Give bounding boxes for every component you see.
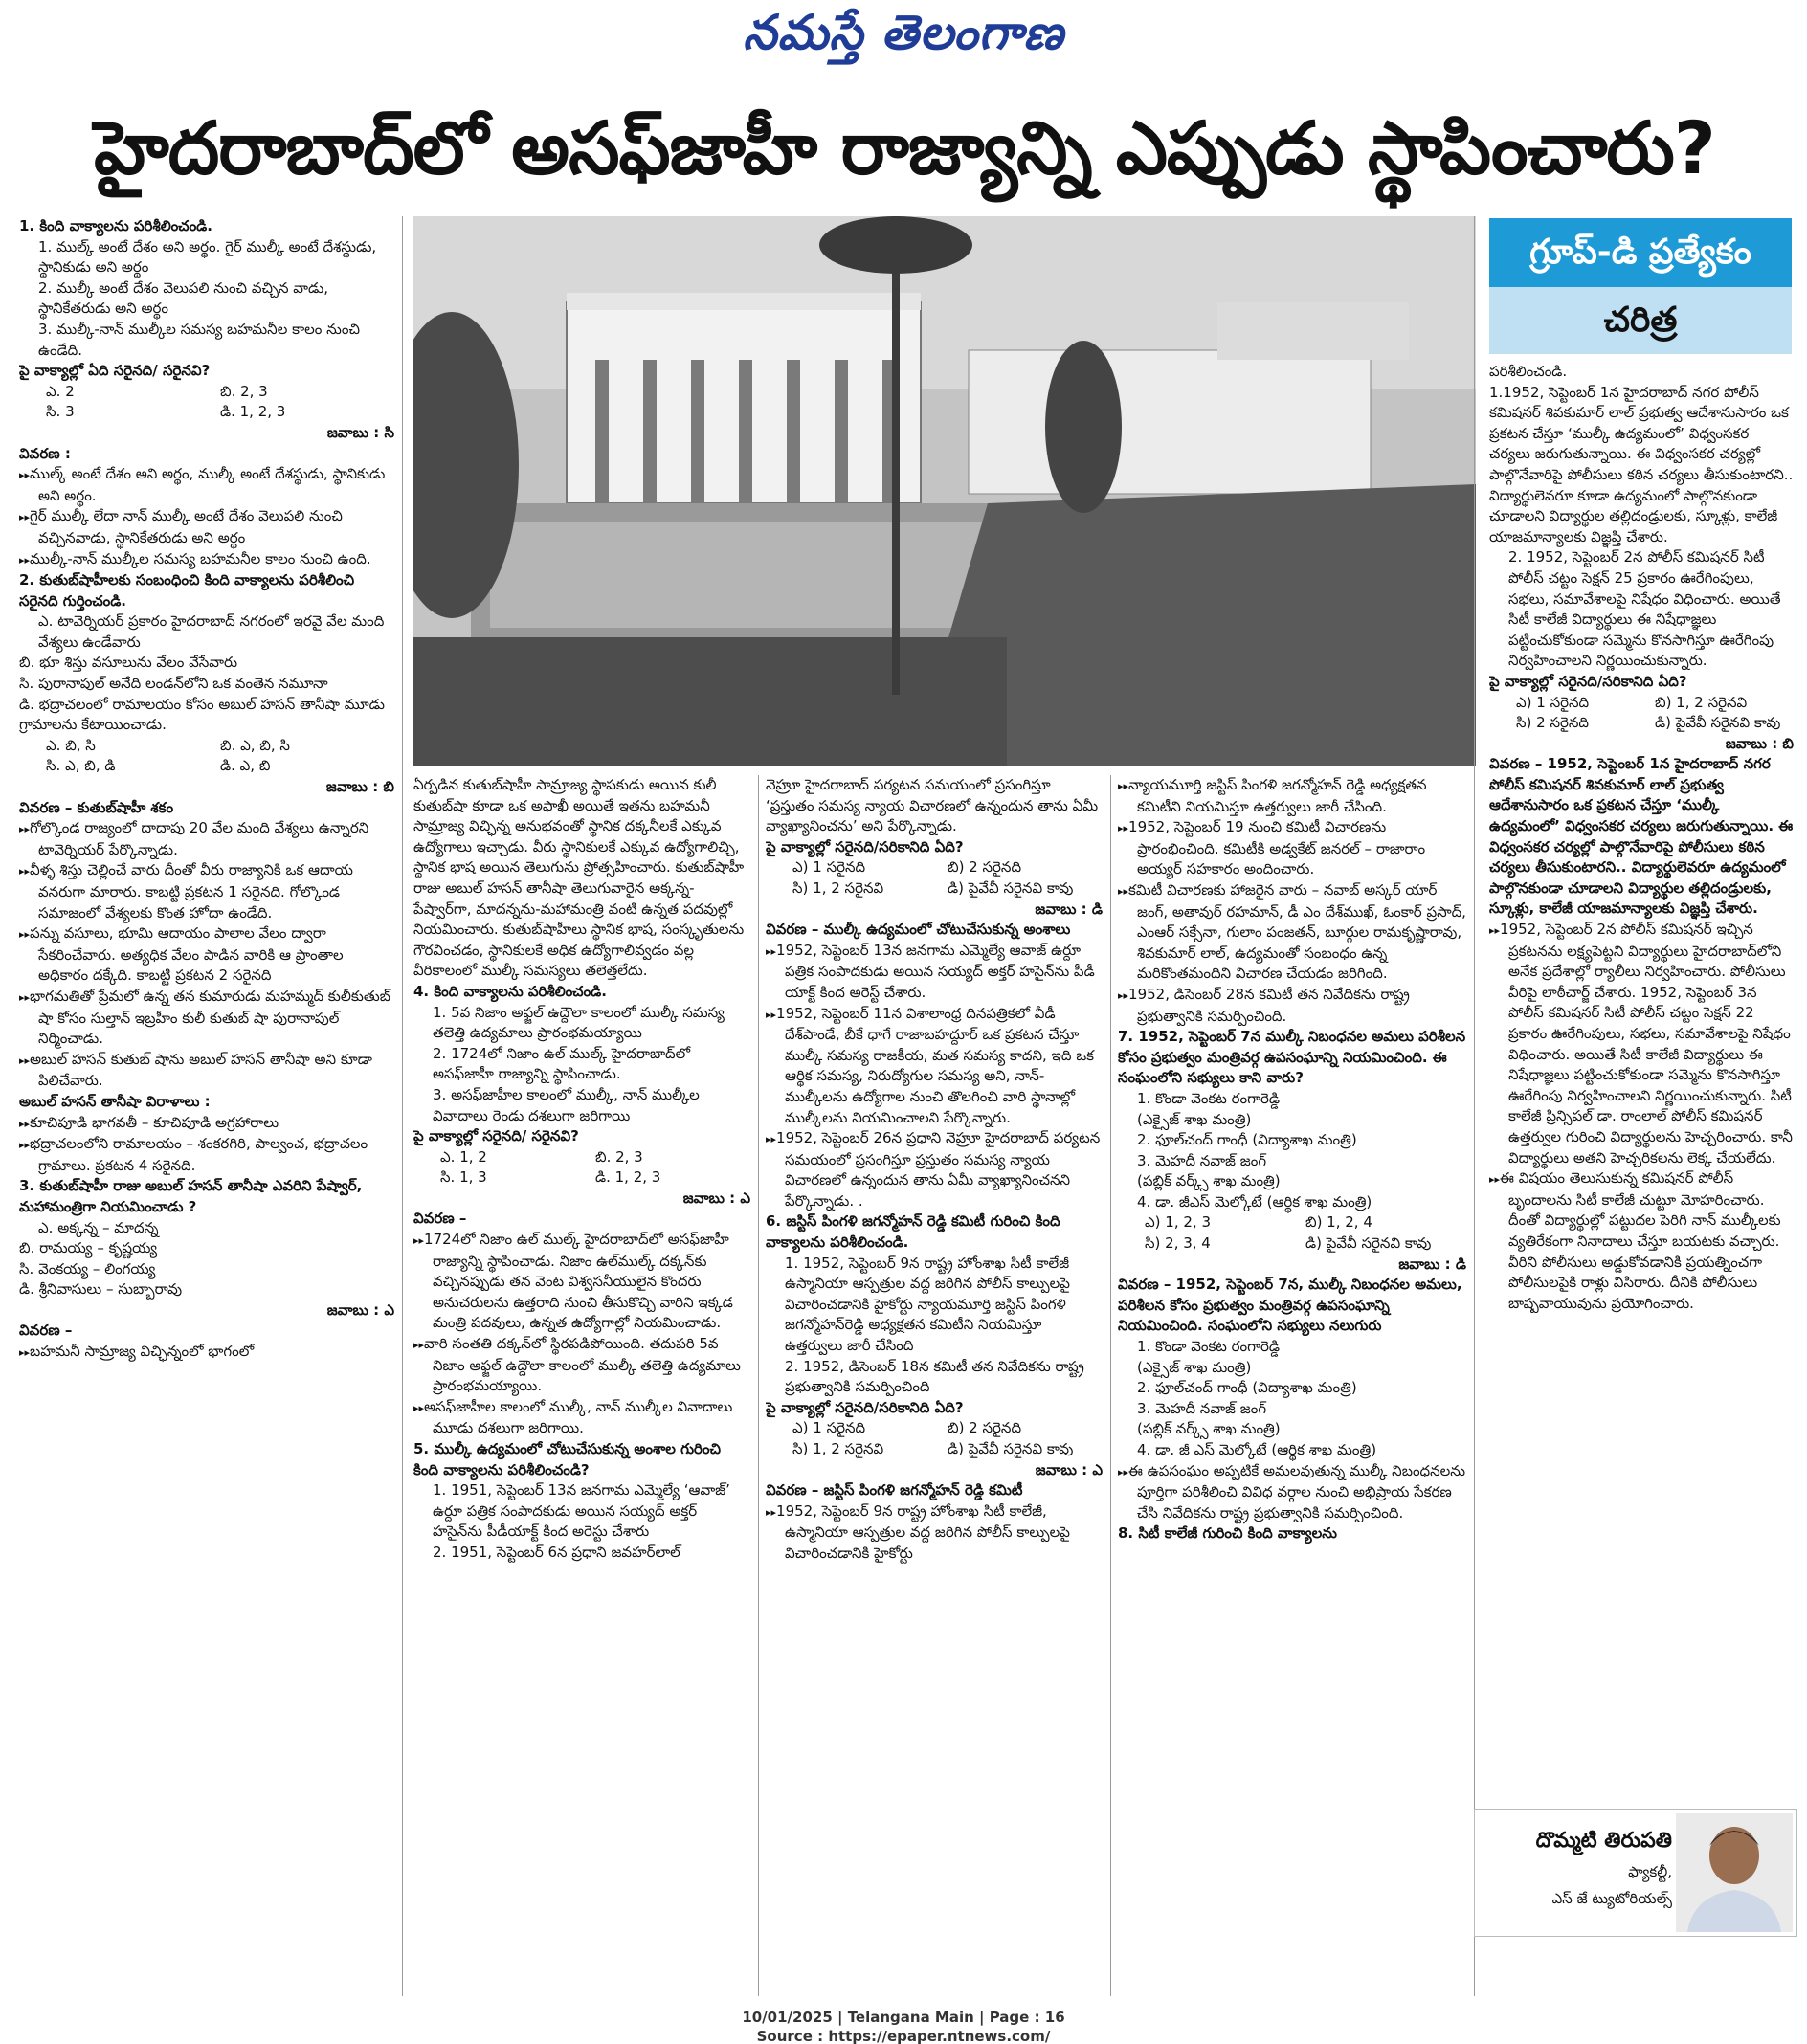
col5-paragraph: ▸▸ 1952, సెప్టెంబర్‌ 2న పోలీస్‌ కమిషనర్‌ ఇచ్చిన ప్రకటనను లక్ష్యపెట్టని విద్యార్థులు హైదరాబాద్‌లోని అనేక ప్రదేశాల్లో ర్యాలీలు నిర్వహించారు. పోలీసులు వీరిపై లాఠీచార్జ్‌ చేశారు. 1952, సెప్టెంబర్‌ 3న పోలీస్‌ కమిషనర్‌ సిటీ పోలీస్‌ చట్టం సెక్షన్‌ 22 ప్రకారం ఊరేగింపులు, సభలు, సమావేశాలపై నిషేధం విధించారు. అయితే సిటీ కాలేజీ విద్యార్థులు ఈ నిషేధాజ్ఞలు పట్టించుకోకుండా సమ్మెను కొనసాగిస్తూ ఊరేగింపు నిర్వహించాలని నిర్ణయించుకున్నారు. సిటీ కాలేజీ ప్రిన్సిపల్‌ డా. రాంలాల్‌ పోలీస్‌ కమిషనర్‌ ఉత్తర్వుల గురించి విద్యార్థులను హెచ్చరించారు. కానీ విద్యార్థులు అతని హెచ్చరికలను లెక్క చేయలేదు. [1489,920,1794,1168]
col1-paragraph: బి. రామయ్య – కృష్ణయ్య [19,1239,158,1257]
col3-paragraph [766,878,1103,900]
col1-paragraph: వివరణ – [19,1322,73,1340]
col1-paragraph: వివరణ : [19,444,71,462]
col4-paragraph: 4. డా. జీఎస్‌ మెల్కోటే (ఆర్థిక శాఖ మంత్రి) [1137,1192,1372,1211]
col3-paragraph [766,1418,1103,1439]
answer-option: బి) 1, 2 సరైనవి [1655,693,1748,711]
col4-paragraph: (పబ్లిక్‌ వర్క్స్‌ శాఖ మంత్రి) [1137,1420,1281,1438]
col4-paragraph: ▸▸ 1952, డిసెంబర్‌ 28న కమిటీ తన నివేదికను రాష్ట్ర ప్రభుత్వానికి సమర్పించింది. [1118,985,1466,1027]
special-banner: గ్రూప్‌-డి ప్రత్యేకం [1489,218,1792,287]
article-column-5 [1489,362,1794,1797]
author-name: దొమ్మటి తిరుపతి [1535,1829,1672,1853]
col3-paragraph: పై వాక్యాల్లో సరైనది/సరికానిది ఏది? [766,1398,964,1416]
col1-paragraph: డి. భద్రాచలంలో రామాలయం కోసం అబుల్‌ హసన్‌ తానీషా మూడు గ్రామాలను కేటాయించాడు. [19,695,385,734]
author-designation: ఫ్యాకల్టీ, [1628,1863,1672,1880]
col1-paragraph: సి. వెంకయ్య – లింగయ్య [19,1259,156,1278]
col2-paragraph: జవాబు : ఎ [682,1189,750,1207]
col4-paragraph: (ఎక్సైజ్‌ శాఖ మంత్రి) [1137,1358,1252,1376]
answer-option: ఎ) 1 సరైనది [1516,693,1590,711]
col1-paragraph [19,382,394,403]
col4-paragraph: 3. మెహదీ నవాజ్‌ జంగ్‌ [1137,1151,1267,1169]
page-footer [0,2008,1807,2044]
col4-paragraph: ▸▸ కమిటీ విచారణకు హాజరైన వారు – నవాబ్‌ అస్కర్‌ యార్‌ జంగ్‌, అతావుర్‌ రహమాన్‌, డీ ఎం దేశ్‌ముఖ్‌, ఓంకార్‌ ప్రసాద్‌, ఎంఆర్‌ సక్సేనా, గులాం పంజతన్‌, బూర్గుల రామకృష్ణారావు, శివకుమార్‌ లాల్‌, ఉద్యమంతో సంబంధం ఉన్న మరికొంతమందిని విచారణ చేయడం జరిగింది. [1118,880,1466,985]
col1-paragraph: 1. ముల్క్‌ అంటే దేశం అని అర్థం. గైర్‌ ముల్కీ అంటే దేశస్థుడు, స్థానికుడు అని అర్థం [38,237,377,277]
author-organization: ఎస్‌ జే ట్యుటోరియల్స్‌ [1551,1890,1672,1907]
col1-paragraph: జవాబు : బి [325,778,394,796]
col1-paragraph: డి. శ్రీనివాసులు – సుబ్బారావు [19,1280,183,1299]
col1-paragraph: వివరణ – కుతుబ్‌షాహీ శకం [19,798,174,816]
col2-paragraph [413,1147,750,1168]
answer-option: బి) 1, 2, 4 [1305,1213,1372,1232]
answer-option: సి) 2, 3, 4 [1145,1234,1211,1253]
col2-paragraph: వివరణ – [413,1210,467,1228]
col1-paragraph: ▸▸ భద్రాచలంలోని రామాలయం – శంకరగిరి, పాల్వంచ, భద్రాచలం గ్రామాలు. ప్రకటన 4 సరైనది. [19,1134,394,1176]
col1-paragraph: ▸▸ అబుల్‌ హసన్‌ కుతుబ్‌ షాను అబుల్‌ హసన్‌ తానీషా అని కూడా పిలిచేవారు. [19,1050,394,1092]
col2-paragraph: ▸▸ వారి సంతతి దక్కన్‌లో స్థిరపడిపోయింది. తదుపరి 5వ నిజాం అఫ్జల్‌ ఉద్దౌలా కాలంలో ముల్కీ తలెత్తి ఉద్యమాలు ప్రారంభమయ్యాయి. [413,1334,750,1397]
col3-paragraph: ▸▸ 1952, సెప్టెంబర్‌ 9న రాష్ట్ర హోంశాఖ సిటీ కాలేజీ, ఉస్మానియా ఆస్పత్రుల వద్ద జరిగిన పోలీస్‌ కాల్పులపై విచారించడానికి హైకోర్టు [766,1501,1103,1565]
col5-paragraph: ▸▸ ఈ విషయం తెలుసుకున్న కమిషనర్‌ పోలీస్‌ బృందాలను సిటీ కాలేజీ చుట్టూ మోహరించారు. దీంతో విద్యార్థుల్లో పట్టుదల పెరిగి నాన్‌ ముల్కీలకు వ్యతిరేకంగా నినాదాలు చేస్తూ బయటకు వచ్చారు. వీరిని పోలీసులు అడ్డుకోవడానికి ప్రయత్నించగా పోలీసులపైకి రాళ్లు విసిరారు. దీనికి పోలీసులు బాష్పవాయువును ప్రయోగించారు. [1489,1168,1794,1314]
col2-paragraph: 2. 1724లో నిజాం ఉల్‌ ముల్క్‌ హైదరాబాద్‌లో అసఫ్‌జాహీ రాజ్యాన్ని స్థాపించాడు. [433,1044,691,1083]
answer-option: డి) పైవేవీ సరైనవి కావు [948,1440,1074,1457]
col1-paragraph: 3. ముల్కీ-నాన్‌ ముల్కీల సమస్య బహమనీల కాలం నుంచి ఉండేది. [38,320,360,359]
footer-source-link[interactable]: Source : https://epaper.ntnews.com/ [756,2028,1051,2044]
col1-paragraph: ఎ. అక్కన్న – మాదన్న [38,1218,159,1236]
col3-paragraph [766,857,1103,878]
palace-photo [413,216,1476,766]
col1-paragraph: 2. ముల్కీ అంటే దేశం వెలుపలి నుంచి వచ్చిన వాడు, స్థానికేతరుడు అని అర్థం [38,278,329,318]
author-box [1474,1809,1797,1937]
col3-paragraph: జవాబు : ఎ [1035,1460,1103,1478]
col3-paragraph: 1. 1952, సెప్టెంబర్‌ 9న రాష్ట్ర హోంశాఖ సిటీ కాలేజీ ఉస్మానియా ఆస్పత్రుల వద్ద జరిగిన పోలీస్‌ కాల్పులపై విచారించడానికి హైకోర్టు న్యాయమూర్తి జస్టిస్‌ పింగళి జగన్మోహన్‌రెడ్డి అధ్యక్షతన కమిటీని నియమిస్తూ ఉత్తర్వులు జారీ చేసింది [785,1254,1070,1355]
col2-paragraph: ▸▸ అసఫ్‌జాహీల కాలంలో ముల్కీ, నాన్‌ ముల్కీల వివాదాలు మూడు దశలుగా జరిగాయి. [413,1397,750,1439]
col2-paragraph [413,1167,750,1189]
col3-paragraph [766,1439,1103,1460]
col4-paragraph: ▸▸ న్యాయమూర్తి జస్టిస్‌ పింగళి జగన్మోహన్‌ రెడ్డి అధ్యక్షతన కమిటీని నియమిస్తూ ఉత్తర్వులు జారీ చేసింది. [1118,775,1466,817]
col1-paragraph: ▸▸ ముల్కీ-నాన్‌ ముల్కీల సమస్య బహమనీల కాలం నుంచి ఉంది. [19,549,394,571]
col3-paragraph: పై వాక్యాల్లో సరైనది/సరికానిది ఏది? [766,837,964,855]
col1-paragraph: జవాబు : ఎ [326,1300,394,1319]
col1-paragraph: సి. పురానాపుల్‌ అనేది లండన్‌లోని ఒక వంతెన నమూనా [19,675,328,693]
answer-option: సి) 2 సరైనది [1516,714,1590,732]
col3-paragraph: వివరణ – ముల్కీ ఉద్యమంలో చోటుచేసుకున్న అంశాలు [766,921,1071,939]
col2-paragraph: 1. 1951, సెప్టెంబర్‌ 13న జనగామ ఎమ్మెల్యే ‘ఆవాజ్‌’ ఉర్దూ పత్రిక సంపాదకుడు అయిన సయ్యద్‌ అక్తర్‌ హసైన్‌ను పీడీయాక్ట్‌ కింద అరెస్టు చేశారు [433,1481,730,1541]
answer-option: డి) పైవేవీ సరైనవి కావు [1305,1234,1432,1253]
page-headline: హైదరాబాద్‌లో అసఫ్‌జాహీ రాజ్యాన్ని ఎప్పుడు స్థాపించారు? [94,105,1715,190]
col1-paragraph: ▸▸ పన్ను వసూలు, భూమి ఆదాయం పాలాల వేలం ద్వారా సేకరించేవారు. అత్యధిక వేలం పాడిన వారికి ఆ ప్రాంతాల అధికారం దక్కేది. కాబట్టి ప్రకటన 2 సరైనది [19,923,394,987]
column-divider [1474,216,1475,1996]
article-column-3 [766,775,1103,1996]
answer-option: బి. 2, 3 [595,1147,643,1166]
col3-paragraph: 2. 1952, డిసెంబర్‌ 18న కమిటీ తన నివేదికను రాష్ట్ర ప్రభుత్వానికి సమర్పించింది [785,1357,1084,1396]
col2-paragraph: 1. 5వ నిజాం అఫ్జల్‌ ఉద్దౌలా కాలంలో ముల్కీ సమస్య తలెత్తి ఉద్యమాలు ప్రారంభమయ్యాయి [433,1003,725,1042]
col3-paragraph: ▸▸ 1952, సెప్టెంబర్‌ 13న జనగామ ఎమ్మెల్యే ఆవాజ్‌ ఉర్దూ పత్రిక సంపాదకుడు అయిన సయ్యద్‌ అక్తర్‌ హసైన్‌ను పీడీ యాక్ట్‌ కింద అరెస్ట్‌ చేశారు. [766,941,1103,1004]
answer-option: ఎ) 1, 2, 3 [1145,1213,1211,1232]
col2-paragraph: 3. అసఫ్‌జాహీల కాలంలో ముల్కీ, నాన్‌ ముల్కీల వివాదాలు రెండు దశలుగా జరిగాయి [433,1085,700,1124]
col1-paragraph: ▸▸ బహమనీ సామ్రాజ్య విచ్ఛిన్నంలో భాగంలో [19,1342,394,1364]
answer-option: సి) 1, 2 సరైనవి [792,1440,884,1457]
answer-option: సి. ఎ, బి, డి [46,757,116,775]
col4-paragraph: (పబ్లిక్‌ వర్క్స్‌ శాఖ మంత్రి) [1137,1172,1281,1190]
col1-paragraph: ▸▸ కూచిపూడి భాగవతీ – కూచిపూడి అగ్రహారాలు [19,1113,394,1135]
col4-paragraph [1118,1212,1466,1233]
answer-option: బి. ఎ, బి, సి [220,736,290,754]
author-portrait [1676,1813,1793,1932]
article-column-4 [1118,775,1466,1996]
answer-option: డి) పైవేవీ సరైనవి కావు [948,878,1074,897]
col1-paragraph: ▸▸ వీళ్ళ శిస్తు చెల్లించే వారు దీంతో వీరు రాజ్యానికి ఒక ఆదాయ వనరుగా మారారు. కాబట్టి ప్రకటన 1 సరైనది. గోల్కొండ సమాజంలో వేశ్యలకు కొంత హోదా ఉండేది. [19,860,394,923]
answer-option: ఎ. బి, సి [46,736,96,754]
col5-paragraph: 2. 1952, సెప్టెంబర్‌ 2న పోలీస్‌ కమిషనర్‌ సిటీ పోలీస్‌ చట్టం సెక్షన్‌ 25 ప్రకారం ఊరేగింపులు, సభలు, సమావేశాలపై నిషేధం విధించారు. అయితే సిటీ కాలేజీ విద్యార్థులు ఈ నిషేధాజ్ఞలు పట్టించుకోకుండా సమ్మెను కొనసాగిస్తూ ఊరేగింపు నిర్వహించాలని నిర్ణయించుకున్నారు. [1508,548,1781,670]
col3-paragraph: వివరణ – జస్టిస్‌ పింగళి జగన్మోహన్‌ రెడ్డి కమిటీ [766,1481,1023,1500]
col2-paragraph: 2. 1951, సెప్టెంబర్‌ 6న ప్రధాని జవహర్‌లాల్‌ [433,1543,680,1561]
col4-paragraph: 3. మెహదీ నవాజ్‌ జంగ్‌ [1137,1399,1267,1417]
col1-paragraph [19,736,394,757]
col1-paragraph: 1. కింది వాక్యాలను పరిశీలించండి. [19,217,212,234]
footer-date-line: 10/01/2025 | Telangana Main | Page : 16 [742,2009,1065,2026]
col2-paragraph: పై వాక్యాల్లో సరైనది/ సరైనవి? [413,1127,579,1145]
column-divider [402,216,403,1996]
col4-paragraph: ▸▸ ఈ ఉపసంఘం అప్పటికే అమలవుతున్న ముల్కీ నిబంధనలను పూర్తిగా పరిశీలించి వివిధ వర్గాల నుంచి అభిప్రాయ సేకరణ చేసి నివేదికను రాష్ట్ర ప్రభుత్వానికి సమర్పించింది. [1118,1461,1466,1524]
col3-paragraph: జవాబు : డి [1035,900,1103,918]
col4-paragraph: 8. సిటీ కాలేజీ గురించి కింది వాక్యాలను [1118,1524,1337,1543]
col2-paragraph: ఏర్పడిన కుతుబ్‌షాహీ సామ్రాజ్య స్థాపకుడు అయిన కులీ కుతుబ్‌షా కూడా ఒక అఫాఖీ అయితే ఇతను బహమనీ సామ్రాజ్య విచ్ఛిన్న అనుభవంతో స్థానిక దక్కనీలకే ఎక్కువ ఉద్యోగాలు ఇచ్చాడు. వీరు స్థానికులకే ఎక్కువ ఉద్యోగాలిచ్చి, స్థానిక భాష అయిన తెలుగును ప్రోత్సహించారు. కుతుబ్‌షాహీ రాజు అబుల్‌ హసన్‌ తానీషా తెలుగువారైన అక్కన్న-పేష్వార్‌గా, మాదన్నను-మహామంత్రి వంటి ఉన్నత పదవుల్లో నియమించారు. కుతుబ్‌షాహీలు స్థానిక భాష, సంస్కృతులను గౌరవించడం, స్థానికులకే అధిక ఉద్యోగాలివ్వడం వల్ల వీరికాలంలో ముల్కీ సమస్యలు తలెత్తలేదు. [413,776,745,980]
col2-paragraph: 5. ముల్కీ ఉద్యమంలో చోటుచేసుకున్న అంశాల గురించి కింది వాక్యాలను పరిశీలించండి? [413,1440,722,1478]
col1-paragraph [19,756,394,777]
col4-paragraph: (ఎక్సైజ్‌ శాఖ మంత్రి) [1137,1110,1252,1128]
col3-paragraph: 6. జస్టిస్‌ పింగళి జగన్మోహన్‌ రెడ్డి కమిటీ గురించి కింది వాక్యాలను పరిశీలించండి. [766,1212,1060,1252]
answer-option: ఎ) 1 సరైనది [792,1419,866,1437]
col1-paragraph: ▸▸ గైర్‌ ముల్కీ లేదా నాన్‌ ముల్కీ అంటే దేశం వెలుపలి నుంచి వచ్చినవాడు, స్థానికేతరుడు అని అర్థం [19,506,394,548]
col5-paragraph: వివరణ – 1952, సెప్టెంబర్‌ 1న హైదరాబాద్‌ నగర పోలీస్‌ కమిషనర్‌ శివకుమార్‌ లాల్‌ ప్రభుత్వ ఆదేశానుసారం ఒక ప్రకటన చేస్తూ ‘ముల్కీ ఉద్యమంలో’ విధ్వంసకర చర్యలు జరుగుతున్నాయి. ఈ విధ్వంసకర చర్యల్లో పాల్గొనేవారిపై పోలీసులు కఠిన చర్యలు తీసుకుంటారని.. విద్యార్థులెవరూ ఉద్యమంలో పాల్గొనకుండా చూడాలని విద్యార్థుల తల్లిదండ్రులకు, స్కూళ్లు, కాలేజీ యాజమాన్యాలకు విజ్ఞప్తి చేశారు. [1489,755,1794,918]
col1-paragraph: పై వాక్యాల్లో ఏది సరైనది/ సరైనవి? [19,362,211,380]
masthead-text: నమస్తే తెలంగాణ [743,4,1064,60]
answer-option: బి) 2 సరైనది [948,1419,1022,1437]
col1-paragraph: ▸▸ గోల్కొండ రాజ్యంలో దాదాపు 20 వేల మంది వేశ్యలు ఉన్నారని టావెర్నియర్‌ పేర్కొన్నాడు. [19,818,394,860]
col5-paragraph: జవాబు : బి [1725,734,1794,752]
col1-paragraph: అబుల్‌ హసన్‌ తానీషా విరాళాలు : [19,1092,211,1110]
col4-paragraph: వివరణ – 1952, సెప్టెంబర్‌ 7న, ముల్కీ నిబంధనల అమలు, పరిశీలన కోసం ప్రభుత్వం మంత్రివర్గ ఉపసంఘాన్ని నియమించింది. సంఘంలోని సభ్యులు నలుగురు [1118,1276,1462,1335]
article-column-1 [19,216,394,1996]
answer-option: ఎ. 2 [46,382,75,400]
col2-paragraph: ▸▸ 1724లో నిజాం ఉల్‌ ముల్క్‌ హైదరాబాద్‌లో అసఫ్‌జాహీ రాజ్యాన్ని స్థాపించాడు. నిజాం ఉల్‌ముల్క్‌ దక్కన్‌కు వచ్చినప్పుడు తన వెంట విశ్వసనీయులైన కొందరు అనుచరులను ఉత్తరాది నుంచి తీసుకొచ్చి వారిని ఇక్కడ మంత్రి పదవులు, ఉన్నత ఉద్యోగాల్లో నియమించాడు. [413,1230,750,1334]
col4-paragraph: 7. 1952, సెప్టెంబర్‌ 7న ముల్కీ నిబంధనల అమలు పరిశీలన కోసం ప్రభుత్వం మంత్రివర్గ ఉపసంఘాన్ని నియమించింది. ఈ సంఘంలోని సభ్యులు కాని వారు? [1118,1028,1466,1087]
answer-option: డి. 1, 2, 3 [595,1168,661,1187]
col3-paragraph: నెహ్రూ హైదరాబాద్‌ పర్యటన సమయంలో ప్రసంగిస్తూ ‘ప్రస్తుతం సమస్య న్యాయ విచారణలో ఉన్నందున తాను ఏమీ వ్యాఖ్యానించను’ అని పేర్కొన్నాడు. [766,776,1099,835]
col1-paragraph: బి. భూ శిస్తు వసూలును వేలం వేసేవారు [19,654,238,672]
answer-option: డి. 1, 2, 3 [220,403,286,421]
answer-option: సి. 3 [46,403,75,421]
answer-option: బి. 2, 3 [220,382,268,400]
col3-paragraph: ▸▸ 1952, సెప్టెంబర్‌ 26న ప్రధాని నెహ్రూ హైదరాబాద్‌ పర్యటన సమయంలో ప్రసంగిస్తూ ప్రస్తుతం సమస్య న్యాయ విచారణలో ఉన్నందున తాను ఏమీ వ్యాఖ్యానించనని పేర్కొన్నాడు. . [766,1128,1103,1211]
article-column-2 [413,775,750,1996]
col4-paragraph [1118,1233,1466,1255]
col1-paragraph: ఎ. టావెర్నియర్‌ ప్రకారం హైదరాబాద్‌ నగరంలో ఇరవై వేల మంది వేశ్యలు ఉండేవారు [38,612,385,651]
col4-paragraph: జవాబు : డి [1398,1255,1466,1273]
author-photo [1676,1813,1793,1932]
col1-paragraph: ▸▸ ముల్క్‌ అంటే దేశం అని అర్థం, ముల్కీ అంటే దేశస్థుడు, స్థానికుడు అని అర్థం. [19,464,394,506]
answer-option: బి) 2 సరైనది [948,858,1022,877]
col1-paragraph: 2. కుతుబ్‌షాహీలకు సంబంధించి కింది వాక్యాలను పరిశీలించి సరైనది గుర్తించండి. [19,571,355,610]
col4-paragraph: 4. డా. జీ ఎస్‌ మెల్కోటే (ఆర్థిక శాఖ మంత్రి) [1137,1441,1377,1458]
column-divider [1110,775,1111,1996]
col1-paragraph: జవాబు : సి [326,423,394,441]
col5-paragraph: పై వాక్యాల్లో సరైనది/సరికానిది ఏది? [1489,672,1687,690]
answer-option: ఎ. 1, 2 [440,1147,487,1166]
col4-paragraph: 1. కొండా వెంకట రంగారెడ్డి [1137,1089,1280,1107]
answer-option: సి. 1, 3 [440,1168,487,1187]
col5-paragraph: పరిశీలించండి. [1489,363,1568,380]
column-divider [758,775,759,1996]
answer-option: సి) 1, 2 సరైనవి [792,878,884,897]
col1-paragraph: 3. కుతుబ్‌షాహీ రాజు అబుల్‌ హసన్‌ తానీషా ఎవరిని పేష్వార్‌, మహామంత్రిగా నియమించాడు ? [19,1177,363,1215]
masthead-logo [0,4,1807,71]
palace-illustration [413,216,1476,766]
subject-label: చరిత్ర [1489,287,1792,354]
answer-option: డి) పైవేవీ సరైనవి కావు [1655,714,1781,732]
col2-paragraph: 4. కింది వాక్యాలను పరిశీలించండి. [413,982,607,1000]
col4-paragraph: ▸▸ 1952, సెప్టెంబర్‌ 19 నుంచి కమిటీ విచారణను ప్రారంభించింది. కమిటీకి అడ్వకేట్‌ జనరల్‌ – రాజారాం అయ్యర్‌ సహకారం అందించారు. [1118,817,1466,880]
answer-option: డి. ఎ, బి [220,757,271,775]
col4-paragraph: 2. ఫూల్‌చంద్‌ గాంధీ (విద్యాశాఖ మంత్రి) [1137,1379,1357,1397]
col5-paragraph [1489,693,1794,714]
col1-paragraph [19,402,394,423]
answer-option: ఎ) 1 సరైనది [792,858,866,877]
col3-paragraph: ▸▸ 1952, సెప్టెంబర్‌ 11న విశాలాంధ్ర దినపత్రికలో వీడీ దేశ్‌పాండే, బీకే ధాగే రాజాబహద్దూర్‌ ఒక ప్రకటన చేస్తూ ముల్కీ సమస్య రాజకీయ, మత సమస్య కాదని, ఇది ఒక ఆర్థిక సమస్య, నిరుద్యోగుల సమస్య అని, నాన్‌-ముల్కీలను ఉద్యోగాల నుంచి తొలగించి వారి స్థానాల్లో ముల్కీలను నియమించాలని పేర్కొన్నారు. [766,1004,1103,1129]
col4-paragraph: 1. కొండా వెంకట రంగారెడ్డి [1137,1338,1280,1356]
col5-paragraph [1489,713,1794,734]
col5-paragraph: 1.1952, సెప్టెంబర్‌ 1న హైదరాబాద్‌ నగర పోలీస్‌ కమిషనర్‌ శివకుమార్‌ లాల్‌ ప్రభుత్వ ఆదేశానుసారం ఒక ప్రకటన చేస్తూ ‘ముల్కీ ఉద్యమంలో’ విధ్వంసకర చర్యలు జరుగుతున్నాయి. ఈ విధ్వంసకర చర్యల్లో పాల్గొనేవారిపై పోలీసులు కఠిన చర్యలు తీసుకుంటారని.. విద్యార్థులెవరూ కూడా ఉద్యమంలో పాల్గొనకుండా చూడాలని విద్యార్థుల తల్లిదండ్రులకు, స్కూళ్లు, కాలేజీ యాజమాన్యాలకు విజ్ఞప్తి చేశారు. [1489,383,1794,545]
col1-paragraph: ▸▸ భాగమతితో ప్రేమలో ఉన్న తన కుమారుడు మహమ్మద్‌ కులీకుతుబ్‌ షా కోసం సుల్తాన్‌ ఇబ్రహీం కులీ కుతుబ్‌ షా పురానాపుల్‌ నిర్మించాడు. [19,987,394,1050]
col4-paragraph: 2. ఫూల్‌చంద్‌ గాంధీ (విద్యాశాఖ మంత్రి) [1137,1131,1357,1149]
